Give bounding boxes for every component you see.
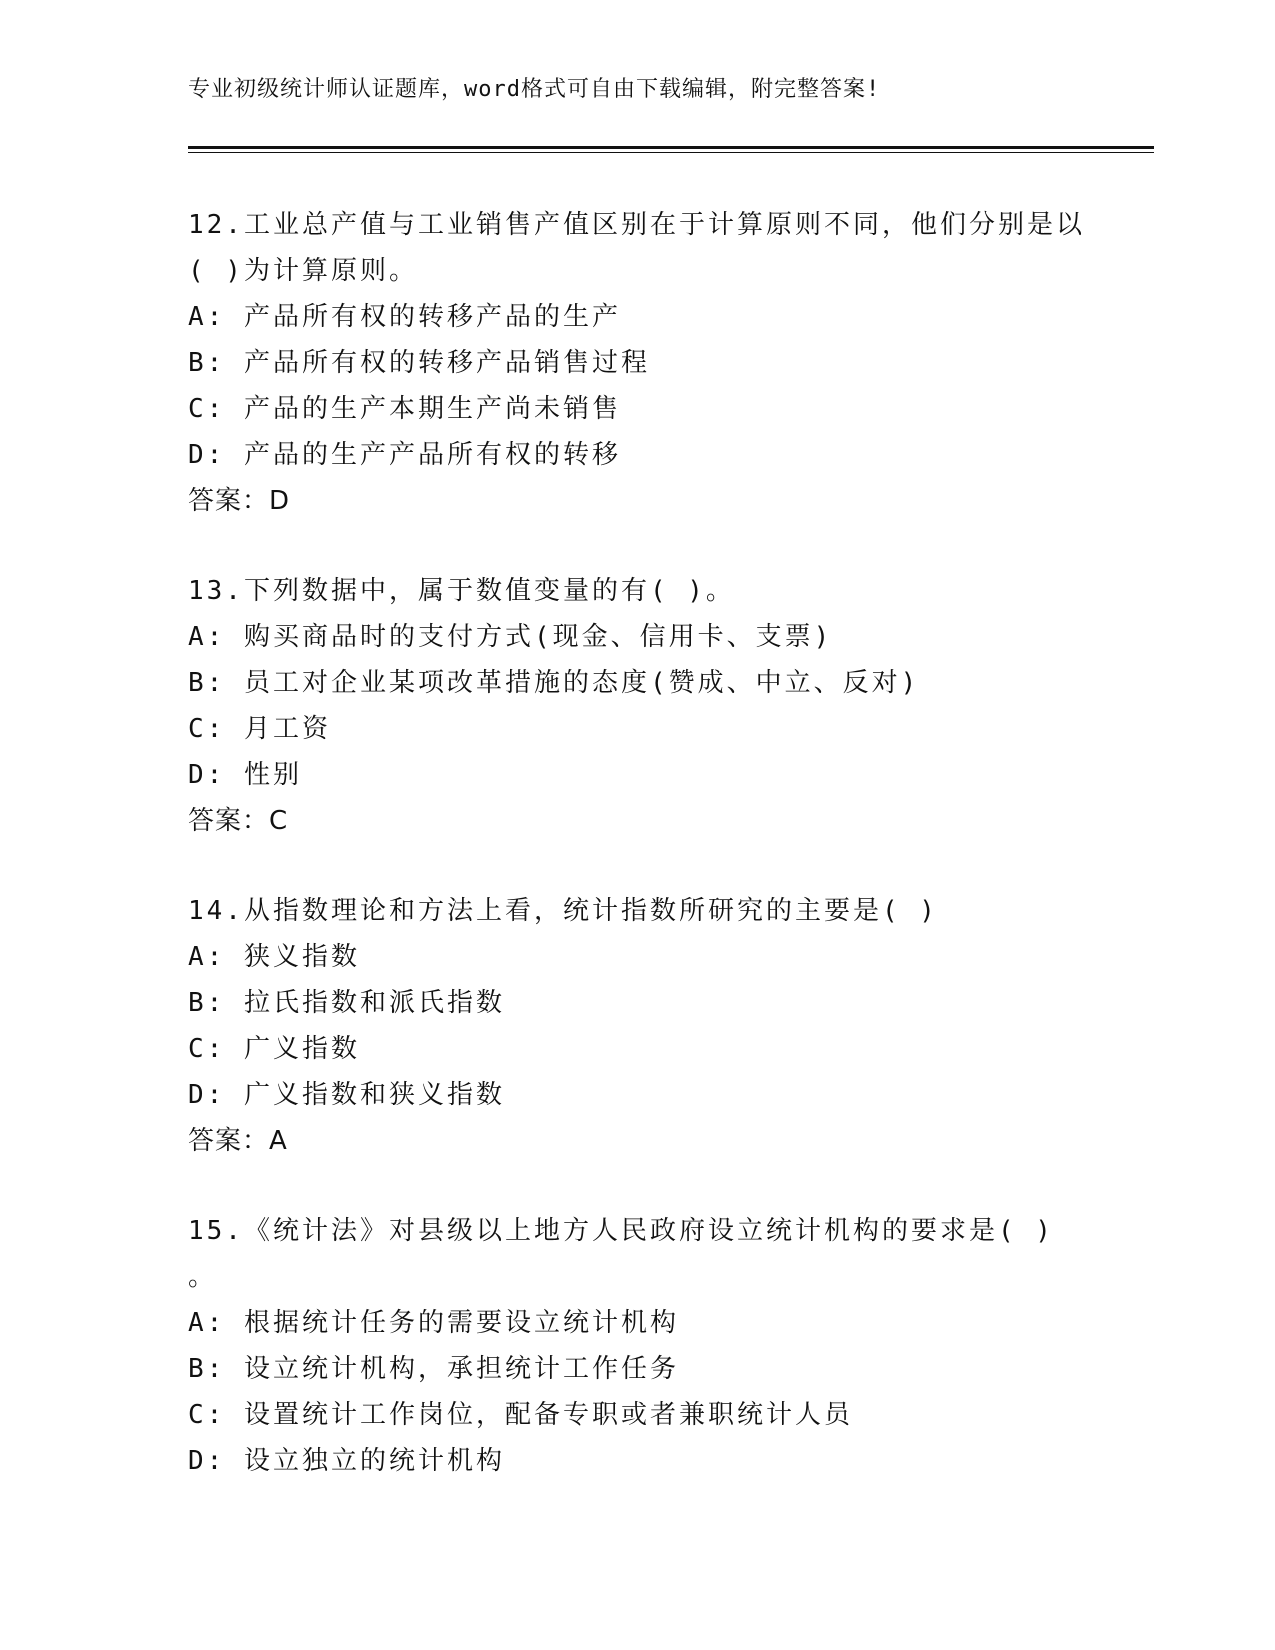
header-divider-thick xyxy=(188,146,1154,149)
question-15 xyxy=(188,1208,1088,1484)
header-title: 专业初级统计师认证题库，word格式可自由下载编辑，附完整答案! xyxy=(188,77,881,102)
question-stem-line: 15.《统计法》对县级以上地方人民政府设立统计机构的要求是( ) xyxy=(188,1216,1054,1246)
question-stem-line: ( )为计算原则。 xyxy=(188,256,418,286)
option-a: A: 根据统计任务的需要设立统计机构 xyxy=(188,1308,679,1338)
option-c: C: 月工资 xyxy=(188,714,331,744)
option-c: C: 广义指数 xyxy=(188,1034,360,1064)
question-13 xyxy=(188,568,1088,844)
option-d: D: 广义指数和狭义指数 xyxy=(188,1080,505,1110)
answer-line: 答案：C xyxy=(188,806,289,836)
option-a: A: 购买商品时的支付方式(现金、信用卡、支票) xyxy=(188,622,833,652)
option-b: B: 员工对企业某项改革措施的态度(赞成、中立、反对) xyxy=(188,668,920,698)
option-b: B: 拉氏指数和派氏指数 xyxy=(188,988,505,1018)
question-list xyxy=(188,202,1088,1528)
answer-line: 答案：A xyxy=(188,1126,288,1156)
option-b: B: 产品所有权的转移产品销售过程 xyxy=(188,348,650,378)
option-a: A: 产品所有权的转移产品的生产 xyxy=(188,302,621,332)
header-divider-thin xyxy=(188,152,1154,153)
question-12 xyxy=(188,202,1088,524)
option-a: A: 狭义指数 xyxy=(188,942,360,972)
option-c: C: 产品的生产本期生产尚未销售 xyxy=(188,394,621,424)
question-stem-line: 12.工业总产值与工业销售产值区别在于计算原则不同，他们分别是以 xyxy=(188,210,1085,240)
option-d: D: 产品的生产产品所有权的转移 xyxy=(188,440,621,470)
question-stem-line: 。 xyxy=(188,1262,218,1292)
option-d: D: 设立独立的统计机构 xyxy=(188,1446,505,1476)
option-c: C: 设置统计工作岗位，配备专职或者兼职统计人员 xyxy=(188,1400,853,1430)
question-stem-line: 13.下列数据中，属于数值变量的有( )。 xyxy=(188,576,735,606)
answer-line: 答案：D xyxy=(188,486,291,516)
option-d: D: 性别 xyxy=(188,760,302,790)
question-stem-line: 14.从指数理论和方法上看，统计指数所研究的主要是( ) xyxy=(188,896,938,926)
question-14 xyxy=(188,888,1088,1164)
option-b: B: 设立统计机构，承担统计工作任务 xyxy=(188,1354,679,1384)
